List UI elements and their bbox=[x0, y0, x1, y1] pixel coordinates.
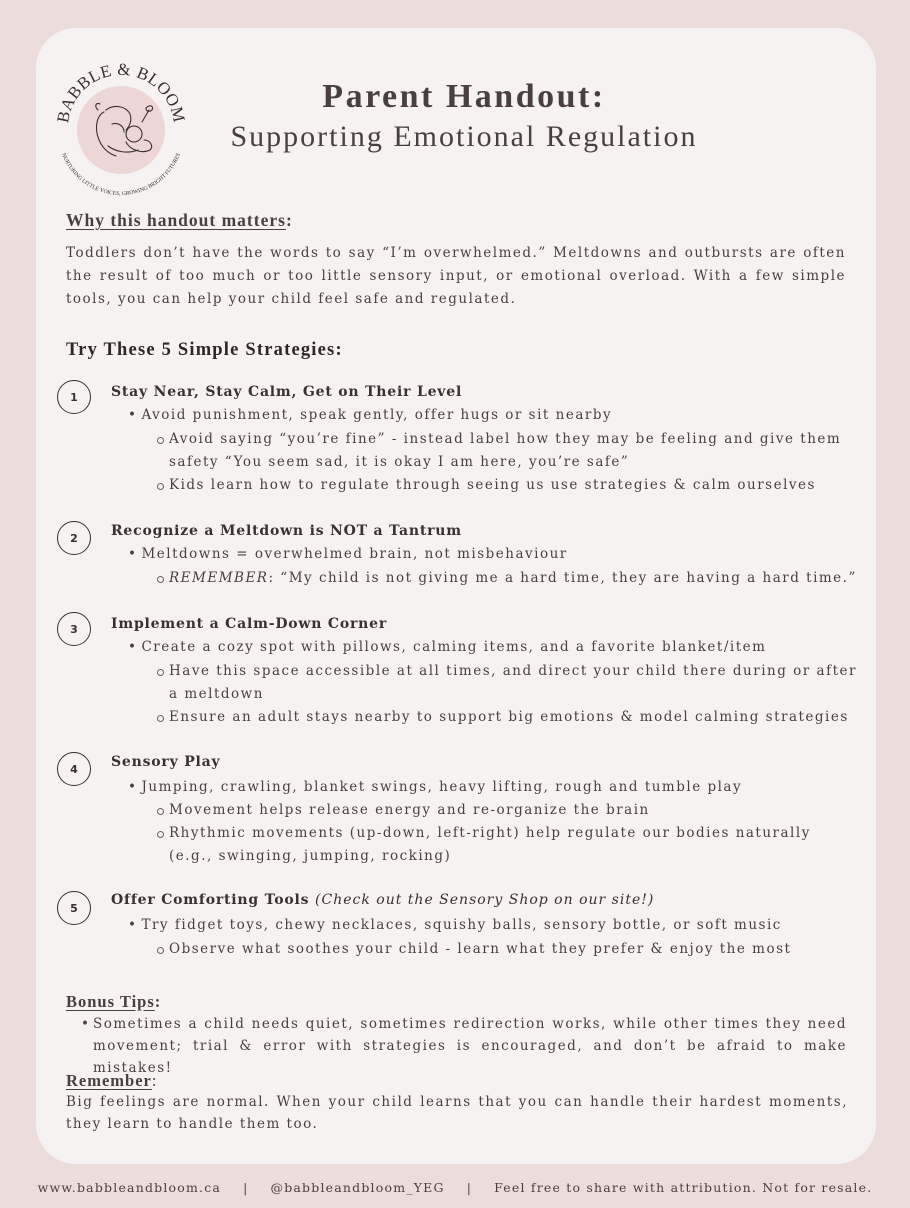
page-subtitle: Supporting Emotional Regulation bbox=[230, 120, 698, 153]
page-title: Parent Handout: bbox=[322, 78, 606, 115]
strategy-4-title: Sensory Play bbox=[111, 754, 221, 770]
remember-text: Big feelings are normal. When your child learns that you can handle their hardest moments, they learn to handle them too. bbox=[66, 1094, 848, 1132]
strategies-heading: Try These 5 Simple Strategies: bbox=[66, 340, 343, 360]
sensory-shop-note: (Check out the Sensory Shop on our site!) bbox=[315, 892, 655, 908]
strategy-3-sub-2: Ensure an adult stays nearby to support big emotions & model calming strategies bbox=[157, 706, 857, 729]
strategy-5-bullet: • Try fidget toys, chewy necklaces, squishy balls, sensory bottle, or soft music bbox=[128, 914, 782, 937]
footer-note: Feel free to share with attribution. Not for resale. bbox=[494, 1180, 873, 1195]
strategy-3-title: Implement a Calm-Down Corner bbox=[111, 616, 388, 632]
svg-text:NURTURING LITTLE VOICES, GROWI: NURTURING LITTLE VOICES, GROWING BRIGHT FUTURES bbox=[60, 152, 182, 198]
remember-heading: Remember: bbox=[66, 1071, 158, 1090]
strategy-4-sub-2: Rhythmic movements (up-down, left-right) help regulate our bodies naturally (e.g., swinging, jumping, rocking) bbox=[157, 822, 857, 868]
strategy-5-sub-1: Observe what soothes your child - learn what they prefer & enjoy the most bbox=[157, 938, 857, 961]
strategy-1-sub-2: Kids learn how to regulate through seeing us use strategies & calm ourselves bbox=[157, 474, 857, 497]
strategy-2-title: Recognize a Meltdown is NOT a Tantrum bbox=[111, 523, 462, 539]
strategy-3-bullet: • Create a cozy spot with pillows, calming items, and a favorite blanket/item bbox=[128, 636, 766, 659]
strategy-5-title: Offer Comforting Tools (Check out the Sensory Shop on our site!) bbox=[111, 892, 655, 908]
svg-text:BABBLE & BLOOM: BABBLE & BLOOM bbox=[53, 59, 189, 125]
strategy-2-sub-1: REMEMBER: “My child is not giving me a hard time, they are having a hard time.” bbox=[157, 567, 857, 590]
strategy-1-sub-1: Avoid saying “you’re fine” - instead label how they may be feeling and give them safety “You seem sad, it is okay I am here, you’re safe” bbox=[157, 428, 857, 474]
strategy-3-number: 3 bbox=[57, 612, 91, 646]
bonus-tip: • Sometimes a child needs quiet, sometimes redirection works, while other times they need movement; trial & error with strategies is encouraged, and don’t be afraid to make mistakes! bbox=[81, 1013, 847, 1079]
strategy-2-number: 2 bbox=[57, 521, 91, 555]
why-text: Toddlers don’t have the words to say “I’m overwhelmed.” Meltdowns and outbursts are often the result of too much or too little sensory input, or emotional overload. With a few simple tools, you can help your child feel safe and regulated. bbox=[66, 245, 846, 307]
strategy-1-number: 1 bbox=[57, 380, 91, 414]
footer-social[interactable]: @babbleandbloom_YEG bbox=[270, 1180, 445, 1195]
babble-bloom-logo bbox=[46, 50, 196, 200]
why-heading: Why this handout matters: bbox=[66, 210, 293, 230]
bonus-heading: Bonus Tips: bbox=[66, 992, 162, 1011]
strategy-5-number: 5 bbox=[57, 891, 91, 925]
strategy-2-bullet: • Meltdowns = overwhelmed brain, not misbehaviour bbox=[128, 543, 568, 566]
strategy-4-number: 4 bbox=[57, 752, 91, 786]
strategy-1-title: Stay Near, Stay Calm, Get on Their Level bbox=[111, 384, 463, 400]
strategy-1-bullet: • Avoid punishment, speak gently, offer hugs or sit nearby bbox=[128, 404, 612, 427]
footer bbox=[0, 1180, 910, 1195]
footer-divider: | bbox=[466, 1180, 473, 1195]
strategy-3-sub-1: Have this space accessible at all times, and direct your child there during or after a meltdown bbox=[157, 660, 857, 706]
footer-website[interactable]: www.babbleandbloom.ca bbox=[37, 1180, 222, 1195]
footer-divider: | bbox=[243, 1180, 249, 1195]
strategy-4-bullet: • Jumping, crawling, blanket swings, heavy lifting, rough and tumble play bbox=[128, 776, 742, 799]
strategy-4-sub-1: Movement helps release energy and re-organize the brain bbox=[157, 799, 857, 822]
